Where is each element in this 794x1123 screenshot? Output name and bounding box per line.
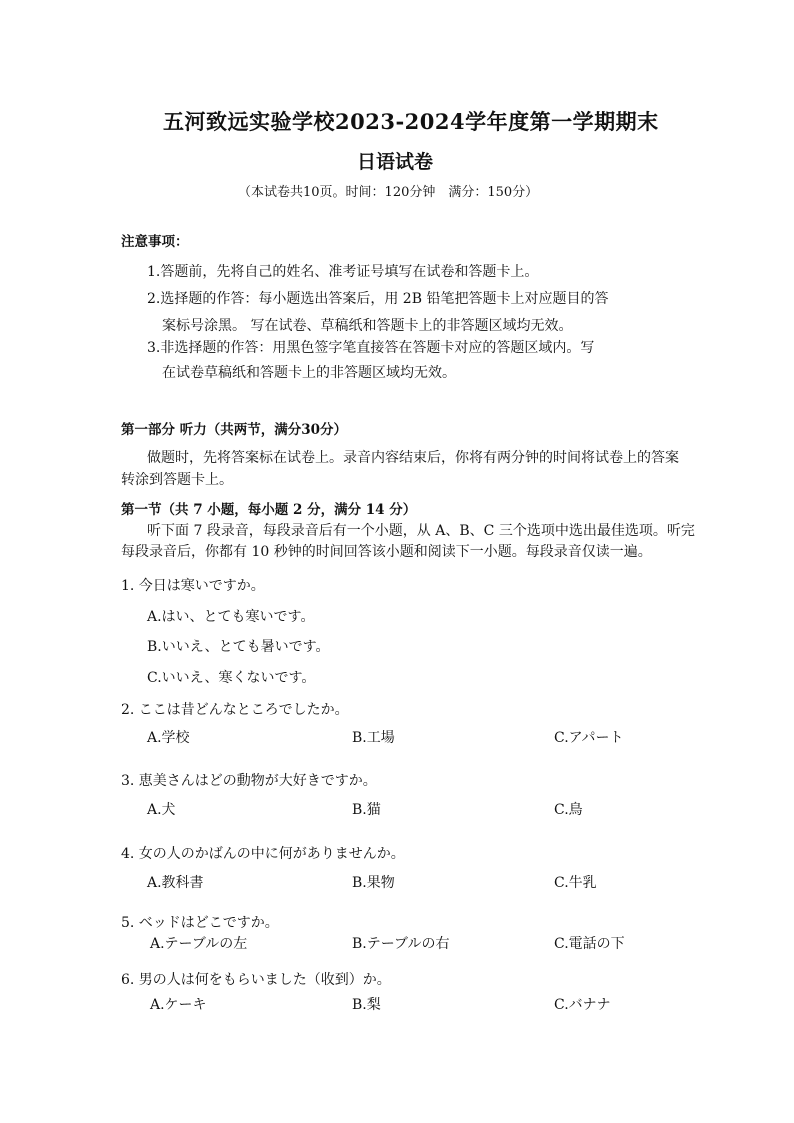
section1-heading: 第一节（共 7 小题，每小题 2 分，满分 14 分） [121,502,417,518]
question-3-option-c: C.鳥 [554,802,583,818]
question-5-option-c: C.電話の下 [554,936,625,952]
question-2: 2. ここは昔どんなところでしたか。 [121,702,349,718]
section1-intro-line-2: 每段录音后，你都有 10 秒钟的时间回答该小题和阅读下一小题。每段录音仅读一遍。 [121,544,652,560]
question-3: 3. 恵美さんはどの動物が大好きですか。 [121,773,377,789]
question-6-option-a: A.ケーキ [150,997,207,1013]
note-item-2-line-2: 案标号涂黑。 写在试卷、草稿纸和答题卡上的非答题区域均无效。 [162,318,573,334]
question-4: 4. 女の人のかばんの中に何がありませんか。 [121,846,405,862]
exam-info: （本试卷共10页。时间：120分钟 满分：150分） [238,185,539,200]
exam-subtitle: 日语试卷 [357,151,434,173]
question-4-option-b: B.果物 [352,875,395,891]
question-2-option-b: B.工場 [352,730,395,746]
question-1-option-c: C.いいえ、寒くないです。 [147,670,316,686]
question-5: 5. ベッドはどこですか。 [121,915,279,931]
part1-intro-line-1: 做题时，先将答案标在试卷上。录音内容结束后，你将有两分钟的时间将试卷上的答案 [147,450,679,466]
question-5-option-b: B.テーブルの右 [352,936,450,952]
exam-title: 五河致远实验学校2023-2024学年度第一学期期末 [163,109,659,134]
question-6-option-b: B.梨 [352,997,381,1013]
note-item-3-line-2: 在试卷草稿纸和答题卡上的非答题区域均无效。 [162,365,456,381]
question-3-option-b: B.猫 [352,802,381,818]
notes-heading: 注意事项： [121,234,189,250]
part1-intro-line-2: 转涂到答题卡上。 [121,472,233,488]
question-6-option-c: C.バナナ [554,997,611,1013]
question-2-option-a: A.学校 [147,730,190,746]
question-4-option-a: A.教科書 [147,875,204,891]
note-item-3-line-1: 3.非选择题的作答：用黑色签字笔直接答在答题卡对应的答题区域内。写 [147,340,595,356]
note-item-2-line-1: 2.选择题的作答：每小题选出答案后，用 2B 铅笔把答题卡上对应题目的答 [147,291,609,307]
note-item-1: 1.答题前，先将自己的姓名、准考证号填写在试卷和答题卡上。 [147,264,539,280]
section1-intro-line-1: 听下面 7 段录音，每段录音后有一个小题，从 A、B、C 三个选项中选出最佳选项。听完 [147,523,695,539]
question-6: 6. 男の人は何をもらいました（收到）か。 [121,972,391,988]
question-1-option-a: A.はい、とても寒いです。 [147,609,315,625]
question-2-option-c: C.アパート [554,730,624,746]
question-1-option-b: B.いいえ、とても暑いです。 [147,639,330,655]
question-4-option-c: C.牛乳 [554,875,597,891]
question-5-option-a: A.テーブルの左 [150,936,248,952]
part1-heading: 第一部分 听力（共两节，满分30分） [121,422,347,438]
question-3-option-a: A.犬 [147,802,176,818]
question-1: 1. 今日は寒いですか。 [121,578,265,594]
